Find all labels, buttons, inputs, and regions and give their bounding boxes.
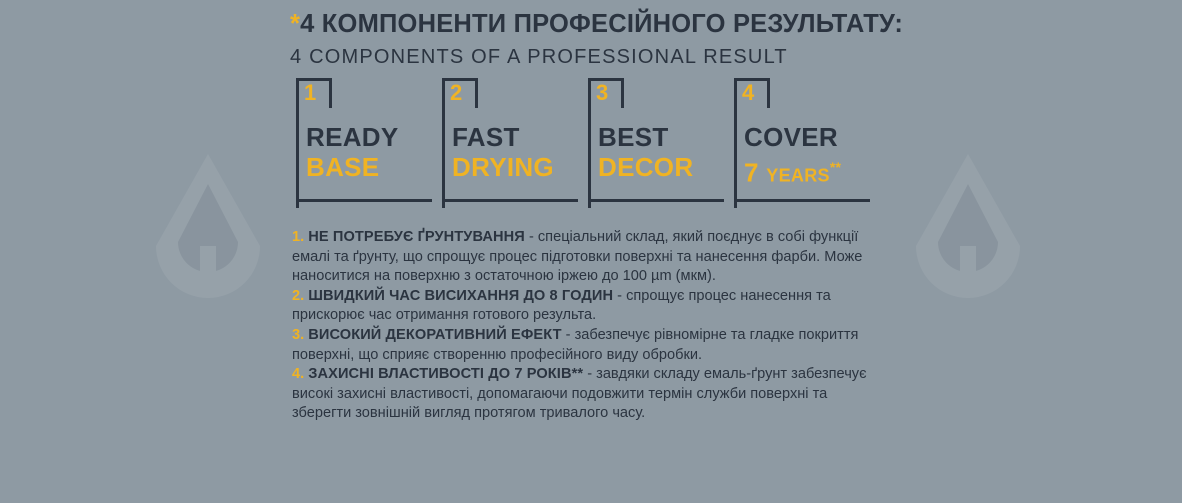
page-title-block [290,10,910,69]
component-word-top-4: COVER [744,122,838,152]
component-word-top-3: BEST [598,122,669,152]
description-index-4: 4. [292,366,305,383]
component-underline-4 [734,199,870,202]
flag-pole-1 [296,78,299,208]
flag-pole-2 [442,78,445,208]
description-index-1: 1. [292,229,305,245]
component-underline-3 [588,199,724,202]
page-title-ua-text: 4 КОМПОНЕНТИ ПРОФЕСІЙНОГО РЕЗУЛЬТАТУ: [300,10,904,38]
component-word-top-2: FAST [452,122,520,152]
flag-number-4: 4 [742,80,755,105]
component-underline-2 [442,199,578,202]
flag-number-3: 3 [596,80,609,105]
paint-drop-watermark-icon [148,150,268,300]
description-lead-4: ЗАХИСНІ ВЛАСТИВОСТІ ДО 7 РОКІВ** [308,366,584,383]
cover-years-label: YEARS [766,165,830,186]
flag-4 [734,78,879,120]
flag-1 [296,78,441,120]
components-columns [296,78,886,208]
description-text-2: - спрощує процес нанесення та прискорює час отримання готового результа. [292,287,831,324]
component-column-1 [296,78,441,182]
component-word-top-1: READY [306,122,399,152]
page-title-ua [290,10,910,39]
description-list [292,228,872,424]
description-index-3: 3. [292,326,305,343]
component-word-bottom-1: BASE [306,152,380,182]
flag-number-1: 1 [304,80,317,105]
paint-drop-watermark-icon-2 [908,150,1028,300]
page-subtitle-en: 4 COMPONENTS OF A PROFESSIONAL RESULT [290,46,788,69]
cover-years-footnote: ** [829,159,842,175]
description-text-3: - забезпечує рівномірне та гладке покриття поверхні, що сприяє створенню професійного виду обробки. [292,326,859,363]
description-item-4 [292,365,872,424]
description-item-3 [292,326,872,365]
asterisk-marker: * [290,10,301,38]
flag-pole-3 [588,78,591,208]
flag-2 [442,78,587,120]
component-words-4 [744,122,884,191]
component-word-bottom-2: DRYING [452,152,554,182]
description-lead-2: ШВИДКИЙ ЧАС ВИСИХАННЯ ДО 8 ГОДИН [308,287,614,304]
component-underline-1 [296,199,432,202]
component-words-1 [306,122,446,182]
description-index-2: 2. [292,287,305,304]
component-column-4 [734,78,879,188]
component-column-2 [442,78,587,182]
description-item-2 [292,287,872,326]
description-text-1: - спеціальний склад, який поєднує в собі функції емалі та ґрунту, що спрощує процес підготовки поверхні та нанесення фарби. Може наноситися на поверхню з остаточною іржею до 100 µm (мкм). [292,229,863,285]
description-lead-3: ВИСОКИЙ ДЕКОРАТИВНИЙ ЕФЕКТ [308,326,562,343]
component-word-bottom-4 [744,152,884,191]
component-words-2 [452,122,592,182]
component-words-3 [598,122,738,182]
description-item-1 [292,228,872,287]
flag-pole-4 [734,78,737,208]
description-text-4: - завдяки складу емаль-ґрунт забезпечує високі захисні властивості, допомагаючи подовжити термін служби поверхні та зберегти зовнішній вигляд протягом тривалого часу. [292,366,867,422]
description-lead-1: НЕ ПОТРЕБУЄ ҐРУНТУВАННЯ [308,229,525,245]
flag-3 [588,78,733,120]
component-column-3 [588,78,733,182]
flag-number-2: 2 [450,80,463,105]
cover-years-number: 7 [744,157,759,188]
component-word-bottom-3: DECOR [598,152,694,182]
